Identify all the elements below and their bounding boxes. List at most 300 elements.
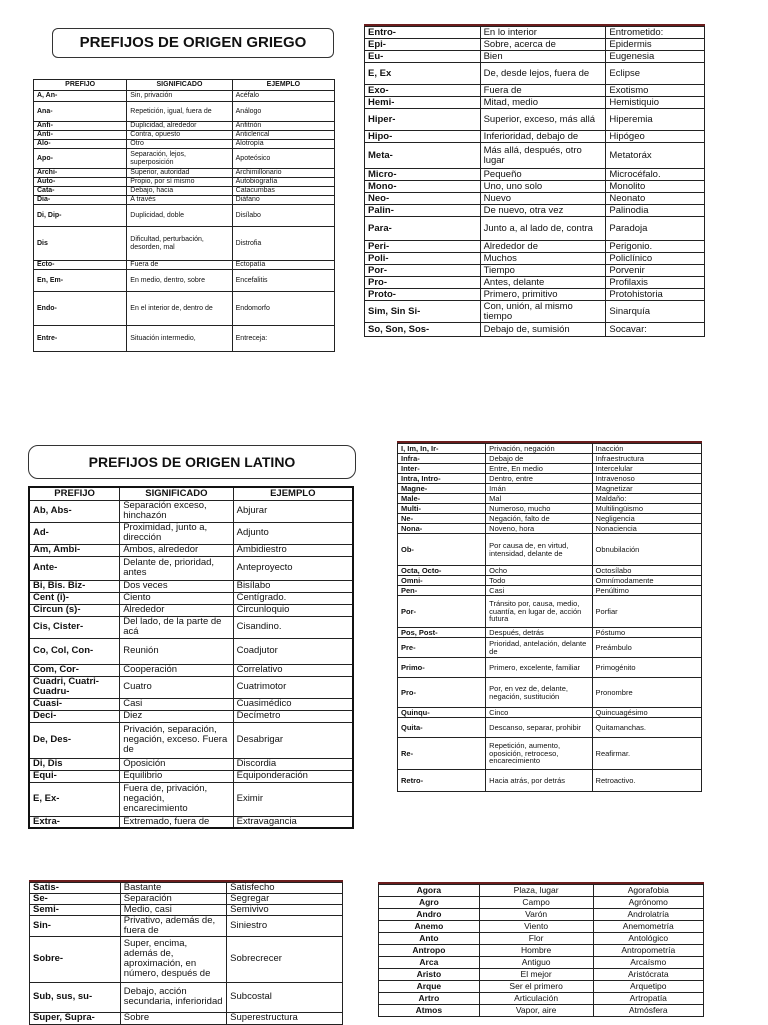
prefix-cell: Sobre- [30, 936, 121, 982]
prefix-cell: Quinqu- [398, 708, 486, 718]
table-row [30, 893, 343, 904]
meaning-cell: Duplicidad, alrededor [127, 122, 232, 131]
prefix-cell: Exo- [365, 85, 481, 97]
table-row [365, 109, 705, 131]
prefix-cell: Pro- [398, 678, 486, 708]
prefix-cell: Com, Cor- [29, 664, 120, 676]
latino-title-box [28, 445, 356, 481]
prefix-cell: Epi- [365, 39, 481, 51]
meaning-cell: Privación, separación, negación, exceso. Fuera de [120, 722, 233, 758]
table-row [34, 91, 335, 102]
example-cell: Autobiografía [232, 178, 334, 187]
meaning-cell: Dificultad, perturbación, desorden, mal [127, 227, 232, 261]
meaning-cell: Cuatro [120, 676, 233, 698]
table-row [29, 592, 353, 604]
table-row [379, 933, 704, 945]
example-cell: Omnímodamente [592, 576, 701, 586]
table-row [29, 782, 353, 816]
prefix-cell: Omni- [398, 576, 486, 586]
example-cell: Policlínico [606, 253, 705, 265]
prefix-cell: Cis, Cister- [29, 616, 120, 638]
prefix-cell: Primo- [398, 658, 486, 678]
table-row [365, 39, 705, 51]
example-cell: Epidermis [606, 39, 705, 51]
table-row [398, 638, 702, 658]
prefix-cell: Re- [398, 738, 486, 770]
prefix-cell: Por- [365, 265, 481, 277]
table-row [34, 178, 335, 187]
example-cell: Adjunto [233, 522, 353, 544]
table-row [365, 193, 705, 205]
prefix-cell: Micro- [365, 169, 481, 181]
example-cell: Satisfecho [227, 883, 343, 894]
table-row [379, 1005, 704, 1017]
example-cell: Artropatía [593, 993, 704, 1005]
table-row [34, 261, 335, 270]
prefix-cell: Endo- [34, 292, 127, 326]
prefix-cell: Meta- [365, 143, 481, 169]
prefix-cell: Mono- [365, 181, 481, 193]
table-row [34, 102, 335, 122]
meaning-cell: Tránsito por, causa, medio, cuantía, en lugar de, acción futura [486, 596, 592, 628]
prefix-cell: Apo- [34, 149, 127, 169]
griego-title-box [52, 28, 334, 58]
prefix-cell: Sub, sus, su- [30, 982, 121, 1012]
table-row [34, 205, 335, 227]
prefix-cell: A, An- [34, 91, 127, 102]
meaning-cell: De nuevo, otra vez [480, 205, 606, 217]
table-row [379, 909, 704, 921]
example-cell: Atmósfera [593, 1005, 704, 1017]
meaning-cell: Numeroso, mucho [486, 504, 592, 514]
latino-continued-block [397, 441, 702, 792]
table-row [379, 897, 704, 909]
prefix-cell: Cata- [34, 187, 127, 196]
meaning-cell: Superior, autoridad [127, 169, 232, 178]
example-cell: Eclipse [606, 63, 705, 85]
table-row [34, 131, 335, 140]
table-row [29, 638, 353, 664]
meaning-cell: Hombre [479, 945, 593, 957]
example-cell: Sinarquía [606, 301, 705, 323]
table-row [379, 957, 704, 969]
meaning-cell: Plaza, lugar [479, 885, 593, 897]
meaning-cell: Por, en vez de, delante, negación, sustitución [486, 678, 592, 708]
col-header: EJEMPLO [232, 80, 334, 91]
table-row [398, 566, 702, 576]
latino-continued2-body [30, 883, 343, 1025]
table-row [29, 758, 353, 770]
example-cell: Preámbulo [592, 638, 701, 658]
meaning-cell: Ser el primero [479, 981, 593, 993]
prefix-cell: Proto- [365, 289, 481, 301]
table-row [29, 522, 353, 544]
meaning-cell: Duplicidad, doble [127, 205, 232, 227]
table-row [379, 993, 704, 1005]
meaning-cell: El mejor [479, 969, 593, 981]
example-cell: Distrofia [232, 227, 334, 261]
example-cell: Octosílabo [592, 566, 701, 576]
meaning-cell: Separación [120, 893, 226, 904]
table-row [365, 85, 705, 97]
table-row [365, 277, 705, 289]
latino-continued-body [398, 444, 702, 792]
example-cell: Análogo [232, 102, 334, 122]
example-cell: Extravagancia [233, 816, 353, 828]
table-row [30, 982, 343, 1012]
meaning-cell: Por causa de, en virtud, intensidad, delante de [486, 534, 592, 566]
table-row [379, 969, 704, 981]
example-cell: Entreceja: [232, 326, 334, 352]
example-cell: Archimillonario [232, 169, 334, 178]
meaning-cell: Sobre [120, 1012, 226, 1024]
meaning-cell: Casi [486, 586, 592, 596]
example-cell: Arcaísmo [593, 957, 704, 969]
example-cell: Cuatrimotor [233, 676, 353, 698]
meaning-cell: Superior, exceso, más allá [480, 109, 606, 131]
meaning-cell: Situación intermedio, [127, 326, 232, 352]
table-row [365, 323, 705, 337]
table-row [30, 883, 343, 894]
prefix-cell: Dis [34, 227, 127, 261]
table-row [398, 770, 702, 792]
table-row [365, 169, 705, 181]
meaning-cell: Delante de, prioridad, antes [120, 556, 233, 580]
meaning-cell: Tiempo [480, 265, 606, 277]
meaning-cell: Repetición, igual, fuera de [127, 102, 232, 122]
prefix-cell: Nona- [398, 524, 486, 534]
example-cell: Ambidiestro [233, 544, 353, 556]
meaning-cell: Sobre, acerca de [480, 39, 606, 51]
col-header: PREFIJO [29, 487, 120, 500]
meaning-cell: Del lado, de la parte de acá [120, 616, 233, 638]
prefix-cell: Anfi- [34, 122, 127, 131]
prefix-cell: Bi, Bis. Biz- [29, 580, 120, 592]
latino-table-body [29, 500, 353, 828]
prefix-cell: Sin- [30, 915, 121, 936]
meaning-cell: Imán [486, 484, 592, 494]
meaning-cell: Flor [479, 933, 593, 945]
example-cell: Agrónomo [593, 897, 704, 909]
example-cell: Androlatría [593, 909, 704, 921]
example-cell: Diáfano [232, 196, 334, 205]
griego-table [33, 79, 335, 352]
example-cell: Porvenir [606, 265, 705, 277]
prefix-cell: Sim, Sin Si- [365, 301, 481, 323]
example-cell: Semivivo [227, 904, 343, 915]
meaning-cell: Fuera de, privación, negación, encarecimiento [120, 782, 233, 816]
table-row [34, 149, 335, 169]
meaning-cell: Viento [479, 921, 593, 933]
meaning-cell: Otro [127, 140, 232, 149]
table-row [29, 816, 353, 828]
example-cell: Encefalitis [232, 270, 334, 292]
table-row [398, 514, 702, 524]
meaning-cell: Nuevo [480, 193, 606, 205]
example-cell: Anteproyecto [233, 556, 353, 580]
prefix-cell: Palin- [365, 205, 481, 217]
prefix-cell: Male- [398, 494, 486, 504]
meaning-cell: Debajo, hacia [127, 187, 232, 196]
meaning-cell: Inferioridad, debajo de [480, 131, 606, 143]
example-cell: Palinodia [606, 205, 705, 217]
prefix-cell: Ne- [398, 514, 486, 524]
meaning-cell: Fuera de [127, 261, 232, 270]
prefix-cell: Cuadri, Cuatri-Cuadru- [29, 676, 120, 698]
meaning-cell: Varón [479, 909, 593, 921]
table-row [34, 187, 335, 196]
table-row [365, 217, 705, 241]
meaning-cell: Oposición [120, 758, 233, 770]
meaning-cell: Ocho [486, 566, 592, 576]
example-cell: Neonato [606, 193, 705, 205]
example-cell: Intravenoso [592, 474, 701, 484]
prefix-cell: E, Ex [365, 63, 481, 85]
meaning-cell: Descanso, separar, prohibir [486, 718, 592, 738]
table-row [29, 616, 353, 638]
table-row [29, 770, 353, 782]
prefix-cell: Artro [379, 993, 480, 1005]
prefix-cell: Pro- [365, 277, 481, 289]
meaning-cell: Privativo, además de, fuera de [120, 915, 226, 936]
meaning-cell: Bastante [120, 883, 226, 894]
table-row [379, 885, 704, 897]
example-cell: Segregar [227, 893, 343, 904]
prefix-cell: Hemi- [365, 97, 481, 109]
meaning-cell: Después, detrás [486, 628, 592, 638]
example-cell: Porfiar [592, 596, 701, 628]
example-cell: Anfitrión [232, 122, 334, 131]
example-cell: Antológico [593, 933, 704, 945]
meaning-cell: En lo interior [480, 27, 606, 39]
meaning-cell: Debajo de [486, 454, 592, 464]
meaning-cell: Mal [486, 494, 592, 504]
prefix-cell: Retro- [398, 770, 486, 792]
meaning-cell: Ciento [120, 592, 233, 604]
table-row [29, 604, 353, 616]
prefix-cell: Co, Col, Con- [29, 638, 120, 664]
prefix-cell: Octa, Octo- [398, 566, 486, 576]
griego-continued-table [364, 26, 705, 337]
table-row [29, 580, 353, 592]
prefix-cell: Ab, Abs- [29, 500, 120, 522]
example-cell: Eximir [233, 782, 353, 816]
col-header: SIGNIFICADO [120, 487, 233, 500]
prefix-cell: Ante- [29, 556, 120, 580]
example-cell: Correlativo [233, 664, 353, 676]
table-row [398, 444, 702, 454]
example-cell: Perigonio. [606, 241, 705, 253]
prefix-cell: Auto- [34, 178, 127, 187]
example-cell: Póstumo [592, 628, 701, 638]
meaning-cell: Debajo de, sumisión [480, 323, 606, 337]
meaning-cell: Alrededor [120, 604, 233, 616]
prefix-cell: Pre- [398, 638, 486, 658]
example-cell: Centígrado. [233, 592, 353, 604]
example-cell: Profilaxis [606, 277, 705, 289]
prefix-cell: Entro- [365, 27, 481, 39]
table-row [365, 301, 705, 323]
table-row [34, 196, 335, 205]
meaning-cell: A través [127, 196, 232, 205]
example-cell: Coadjutor [233, 638, 353, 664]
table-row [398, 474, 702, 484]
meaning-cell: Muchos [480, 253, 606, 265]
latino-title: PREFIJOS DE ORIGEN LATINO [28, 445, 356, 479]
example-cell: Microcéfalo. [606, 169, 705, 181]
table-row [365, 241, 705, 253]
example-cell: Metatoráx [606, 143, 705, 169]
meaning-cell: Primero, excelente, familiar [486, 658, 592, 678]
example-cell: Maldaño: [592, 494, 701, 504]
table-row [398, 586, 702, 596]
meaning-cell: Mitad, medio [480, 97, 606, 109]
table-row [398, 678, 702, 708]
prefix-cell: Peri- [365, 241, 481, 253]
meaning-cell: Vapor, aire [479, 1005, 593, 1017]
meaning-cell: Reunión [120, 638, 233, 664]
example-cell: Disílabo [232, 205, 334, 227]
example-cell: Agorafobia [593, 885, 704, 897]
prefix-cell: Deci- [29, 710, 120, 722]
prefix-cell: Infra- [398, 454, 486, 464]
latino-continued-table [397, 443, 702, 792]
table-row [34, 140, 335, 149]
prefix-cell: Intra, Intro- [398, 474, 486, 484]
table-row [398, 596, 702, 628]
prefix-cell: So, Son, Sos- [365, 323, 481, 337]
table-row [365, 63, 705, 85]
table-row [34, 169, 335, 178]
prefix-cell: Di, Dip- [34, 205, 127, 227]
meaning-cell: Pequeño [480, 169, 606, 181]
meaning-cell: Separación exceso, hinchazón [120, 500, 233, 522]
col-header: SIGNIFICADO [127, 80, 232, 91]
raices-griegas-body [379, 885, 704, 1017]
table-row [365, 27, 705, 39]
meaning-cell: Negación, falto de [486, 514, 592, 524]
table-row [29, 500, 353, 522]
table-row [398, 454, 702, 464]
table-row [30, 915, 343, 936]
griego-title: PREFIJOS DE ORIGEN GRIEGO [52, 28, 334, 58]
meaning-cell: Cinco [486, 708, 592, 718]
example-cell: Arquetipo [593, 981, 704, 993]
table-row [398, 534, 702, 566]
example-cell: Aristócrata [593, 969, 704, 981]
example-cell: Ectopatía [232, 261, 334, 270]
griego-continued-block [364, 24, 705, 337]
prefix-cell: Aristo [379, 969, 480, 981]
example-cell: Multilingüismo [592, 504, 701, 514]
example-cell: Pronombre [592, 678, 701, 708]
meaning-cell: Con, unión, al mismo tiempo [480, 301, 606, 323]
prefix-cell: Poli- [365, 253, 481, 265]
example-cell: Apoteósico [232, 149, 334, 169]
meaning-cell: Noveno, hora [486, 524, 592, 534]
prefix-cell: Hiper- [365, 109, 481, 131]
example-cell: Anticlerical [232, 131, 334, 140]
meaning-cell: Articulación [479, 993, 593, 1005]
table-row [30, 936, 343, 982]
prefix-cell: Arca [379, 957, 480, 969]
meaning-cell: Repetición, aumento, oposición, retroceso, encarecimiento [486, 738, 592, 770]
example-cell: Superestructura [227, 1012, 343, 1024]
prefix-cell: Para- [365, 217, 481, 241]
table-row [30, 1012, 343, 1024]
example-cell: Exotismo [606, 85, 705, 97]
prefix-cell: Por- [398, 596, 486, 628]
table-row [29, 710, 353, 722]
meaning-cell: Primero, primitivo [480, 289, 606, 301]
example-cell: Penúltimo [592, 586, 701, 596]
meaning-cell: Ambos, alrededor [120, 544, 233, 556]
meaning-cell: Privación, negación [486, 444, 592, 454]
meaning-cell: Sin, privación [127, 91, 232, 102]
prefix-cell: Pos, Post- [398, 628, 486, 638]
prefix-cell: En, Em- [34, 270, 127, 292]
prefix-cell: Entre- [34, 326, 127, 352]
example-cell: Inacción [592, 444, 701, 454]
meaning-cell: De, desde lejos, fuera de [480, 63, 606, 85]
meaning-cell: Todo [486, 576, 592, 586]
latino-table [28, 486, 354, 829]
prefix-cell: Extra- [29, 816, 120, 828]
meaning-cell: Uno, uno solo [480, 181, 606, 193]
table-row [365, 205, 705, 217]
example-cell: Siniestro [227, 915, 343, 936]
table-row [34, 326, 335, 352]
meaning-cell: Extremado, fuera de [120, 816, 233, 828]
prefix-cell: E, Ex- [29, 782, 120, 816]
table-row [365, 289, 705, 301]
example-cell: Endomorfo [232, 292, 334, 326]
prefix-cell: Archi- [34, 169, 127, 178]
example-cell: Antropometría [593, 945, 704, 957]
prefix-cell: Anemo [379, 921, 480, 933]
col-header: EJEMPLO [233, 487, 353, 500]
example-cell: Equiponderación [233, 770, 353, 782]
example-cell: Socavar: [606, 323, 705, 337]
example-cell: Eugenesia [606, 51, 705, 63]
table-row [398, 494, 702, 504]
example-cell: Subcostal [227, 982, 343, 1012]
prefix-cell: Andro [379, 909, 480, 921]
griego-table-body [34, 91, 335, 352]
table-row [398, 484, 702, 494]
example-cell: Decímetro [233, 710, 353, 722]
meaning-cell: Medio, casi [120, 904, 226, 915]
table-row [365, 131, 705, 143]
table-row [29, 664, 353, 676]
prefix-cell: Cuasi- [29, 698, 120, 710]
prefix-cell: Antropo [379, 945, 480, 957]
prefix-cell: Atmos [379, 1005, 480, 1017]
prefix-cell: Ad- [29, 522, 120, 544]
table-row [365, 181, 705, 193]
meaning-cell: Equilibrio [120, 770, 233, 782]
meaning-cell: Bien [480, 51, 606, 63]
example-cell: Magnetizar [592, 484, 701, 494]
meaning-cell: En el interior de, dentro de [127, 292, 232, 326]
table-row [34, 270, 335, 292]
meaning-cell: Prioridad, antelación, delante de [486, 638, 592, 658]
table-row [29, 556, 353, 580]
table-row [365, 97, 705, 109]
table-row [379, 945, 704, 957]
table-row [398, 628, 702, 638]
griego-continued-body [365, 27, 705, 337]
